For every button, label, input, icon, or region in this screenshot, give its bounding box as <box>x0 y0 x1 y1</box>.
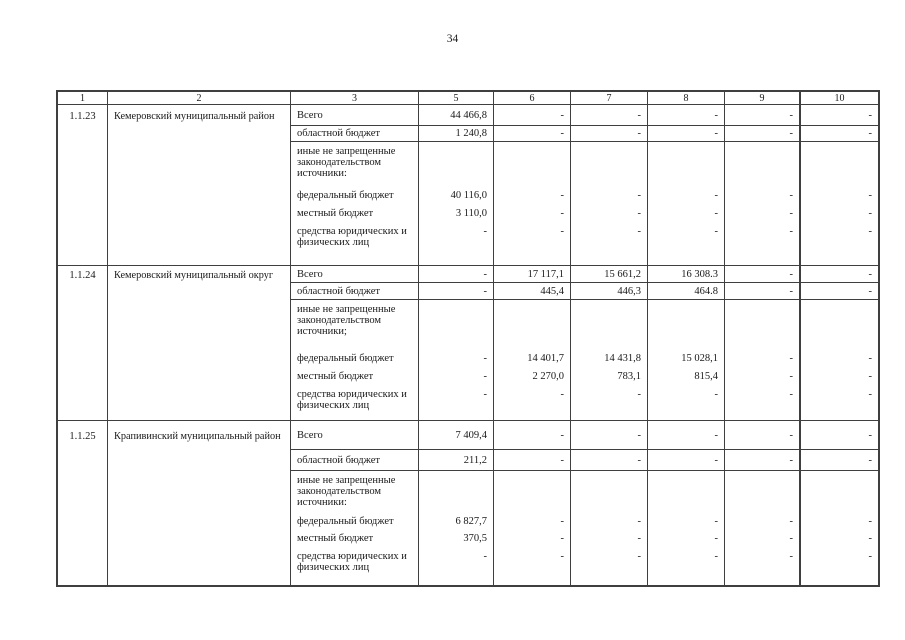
funding-source-label: областной бюджет <box>291 450 419 471</box>
value-cell: - <box>725 421 801 450</box>
value-cell: 815,4 <box>648 368 725 386</box>
empty-cell <box>648 142 725 187</box>
table-section-1.1.23 <box>58 105 878 266</box>
funding-source-label: федеральный бюджет <box>291 187 419 205</box>
header-col-2: 2 <box>108 92 291 104</box>
value-cell: - <box>725 386 801 420</box>
municipality-name: Крапивинский муниципальный район <box>108 421 291 585</box>
municipality-name: Кемеровский муниципальный округ <box>108 266 291 420</box>
empty-cell <box>571 471 648 513</box>
value-cell: - <box>868 551 872 562</box>
value-cell: 370,5 <box>419 530 494 548</box>
funding-source-label: местный бюджет <box>291 368 419 386</box>
empty-cell <box>571 300 648 350</box>
table-section-1.1.25 <box>58 421 878 585</box>
value-cell: - <box>419 223 494 265</box>
value-cell: - <box>648 548 725 585</box>
value-cell: 14 401,7 <box>494 350 571 368</box>
funding-source-label: федеральный бюджет <box>291 513 419 530</box>
empty-cell <box>801 142 878 187</box>
other-sources-label: иные не запрещенные законодательством источники; <box>291 300 419 350</box>
value-cell: - <box>571 421 648 450</box>
funding-source-label: федеральный бюджет <box>291 350 419 368</box>
funding-source-label: Всего <box>291 266 419 283</box>
funding-source-label: местный бюджет <box>291 205 419 223</box>
value-cell: 17 117,1 <box>494 266 571 283</box>
value-cell: - <box>419 548 494 585</box>
value-cell: - <box>494 126 571 142</box>
budget-table <box>56 90 880 587</box>
value-cell: - <box>648 530 725 548</box>
empty-cell <box>494 142 571 187</box>
value-cell: 783,1 <box>571 368 648 386</box>
value-cell: - <box>725 283 801 300</box>
value-cell: 44 466,8 <box>419 105 494 126</box>
value-cell: - <box>648 223 725 265</box>
value-cell: - <box>571 205 648 223</box>
header-col-9: 9 <box>725 92 801 104</box>
value-cell: - <box>868 226 872 237</box>
empty-cell <box>419 471 494 513</box>
header-col-1: 1 <box>58 92 108 104</box>
value-cell: 2 270,0 <box>494 368 571 386</box>
value-cell: - <box>648 105 725 126</box>
value-cell: - <box>801 450 878 471</box>
value-cell: - <box>725 223 801 265</box>
value-cell: 40 116,0 <box>419 187 494 205</box>
value-cell: 446,3 <box>571 283 648 300</box>
municipality-name: Кемеровский муниципальный район <box>108 105 291 265</box>
value-cell: - <box>648 126 725 142</box>
value-cell: - <box>648 386 725 420</box>
header-col-7: 7 <box>571 92 648 104</box>
value-cell: - <box>725 450 801 471</box>
value-cell: - <box>725 105 801 126</box>
value-cell: - <box>725 548 801 585</box>
value-cell: 6 827,7 <box>419 513 494 530</box>
value-cell: - <box>419 368 494 386</box>
value-cell: 16 308.3 <box>648 266 725 283</box>
value-cell: - <box>571 513 648 530</box>
funding-source-label: местный бюджет <box>291 530 419 548</box>
table-body <box>58 105 878 585</box>
value-cell: - <box>868 371 872 382</box>
value-cell: - <box>725 187 801 205</box>
value-cell: - <box>801 105 878 126</box>
funding-source-label: областной бюджет <box>291 283 419 300</box>
value-cell: - <box>494 548 571 585</box>
value-cell: - <box>725 513 801 530</box>
value-cell: - <box>571 450 648 471</box>
empty-cell <box>494 471 571 513</box>
header-col-10: 10 <box>834 92 845 104</box>
value-cell: - <box>419 350 494 368</box>
header-col-5: 5 <box>419 92 494 104</box>
value-cell: - <box>494 205 571 223</box>
funding-source-label: Всего <box>291 421 419 450</box>
value-cell: - <box>868 389 872 400</box>
value-cell: 15 661,2 <box>571 266 648 283</box>
value-cell: - <box>868 533 872 544</box>
value-cell: - <box>801 266 878 283</box>
value-cell: 15 028,1 <box>648 350 725 368</box>
value-cell: - <box>494 187 571 205</box>
header-col-8: 8 <box>648 92 725 104</box>
value-cell: - <box>494 223 571 265</box>
value-cell: - <box>648 187 725 205</box>
empty-cell <box>648 471 725 513</box>
empty-cell <box>419 142 494 187</box>
value-cell: - <box>868 190 872 201</box>
empty-cell <box>725 471 801 513</box>
value-cell: 1 240,8 <box>419 126 494 142</box>
funding-source-label: областной бюджет <box>291 126 419 142</box>
value-cell: - <box>571 530 648 548</box>
value-cell: 445,4 <box>494 283 571 300</box>
value-cell: - <box>648 513 725 530</box>
value-cell: - <box>868 353 872 364</box>
funding-source-label: средства юридических и физических лиц <box>291 386 419 420</box>
empty-cell <box>648 300 725 350</box>
value-cell: - <box>571 105 648 126</box>
empty-cell <box>419 300 494 350</box>
empty-cell <box>725 300 801 350</box>
value-cell: - <box>648 205 725 223</box>
value-cell: - <box>419 386 494 420</box>
header-col-3: 3 <box>291 92 419 104</box>
value-cell: - <box>571 386 648 420</box>
value-cell: - <box>571 126 648 142</box>
value-cell: - <box>571 548 648 585</box>
other-sources-label: иные не запрещенные законодательством источники: <box>291 142 419 187</box>
empty-cell <box>801 300 878 350</box>
value-cell: - <box>725 530 801 548</box>
value-cell: - <box>419 266 494 283</box>
value-cell: - <box>868 208 872 219</box>
value-cell: 7 409,4 <box>419 421 494 450</box>
empty-cell <box>571 142 648 187</box>
value-cell: - <box>725 368 801 386</box>
value-cell: - <box>648 421 725 450</box>
value-cell: - <box>868 516 872 527</box>
table-section-1.1.24 <box>58 266 878 421</box>
value-cell: - <box>725 126 801 142</box>
value-cell: - <box>725 266 801 283</box>
value-cell: - <box>494 386 571 420</box>
value-cell: - <box>494 513 571 530</box>
value-cell: 14 431,8 <box>571 350 648 368</box>
row-number: 1.1.23 <box>58 105 108 265</box>
page-number: 34 <box>446 33 459 45</box>
empty-cell <box>725 142 801 187</box>
value-cell: - <box>419 283 494 300</box>
funding-source-label: Всего <box>291 105 419 126</box>
value-cell: - <box>494 421 571 450</box>
other-sources-label: иные не запрещенные законодательством источники: <box>291 471 419 513</box>
value-cell: - <box>725 205 801 223</box>
value-cell: - <box>801 421 878 450</box>
table-header-row <box>58 92 878 105</box>
value-cell: - <box>571 223 648 265</box>
row-number: 1.1.25 <box>58 421 108 585</box>
funding-source-label: средства юридических и физических лиц <box>291 548 419 585</box>
value-cell: - <box>494 450 571 471</box>
value-cell: 211,2 <box>419 450 494 471</box>
empty-cell <box>494 300 571 350</box>
header-col-6: 6 <box>494 92 571 104</box>
value-cell: - <box>494 105 571 126</box>
value-cell: - <box>801 126 878 142</box>
empty-cell <box>801 471 878 513</box>
value-cell: - <box>725 350 801 368</box>
value-cell: 464.8 <box>648 283 725 300</box>
value-cell: - <box>494 530 571 548</box>
value-cell: - <box>801 283 878 300</box>
funding-source-label: средства юридических и физических лиц <box>291 223 419 265</box>
value-cell: 3 110,0 <box>419 205 494 223</box>
value-cell: - <box>648 450 725 471</box>
row-number: 1.1.24 <box>58 266 108 420</box>
value-cell: - <box>571 187 648 205</box>
